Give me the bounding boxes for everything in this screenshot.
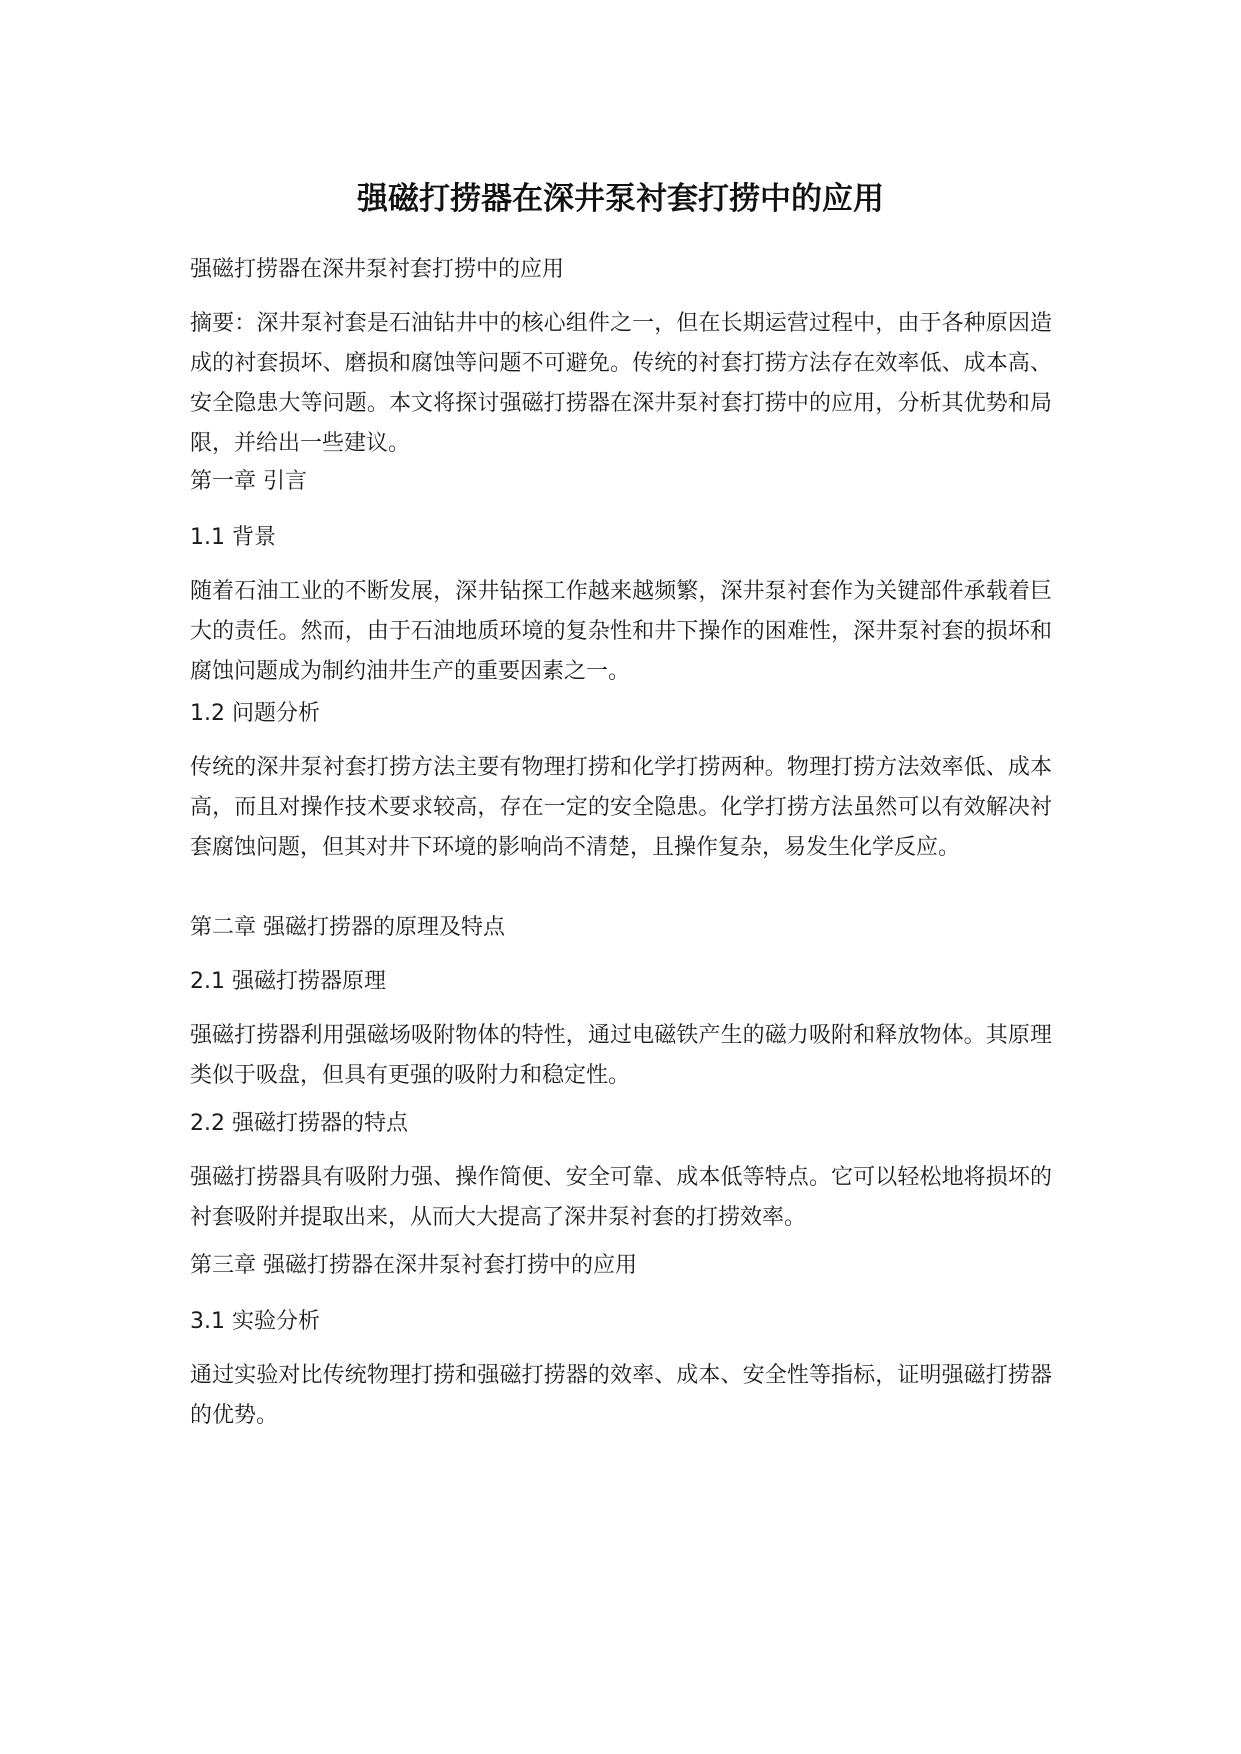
section-2-1-paragraph: 强磁打捞器利用强磁场吸附物体的特性，通过电磁铁产生的磁力吸附和释放物体。其原理类似于吸盘，但具有更强的吸附力和稳定性。 <box>190 1023 1052 1088</box>
section-1-1-paragraph: 随着石油工业的不断发展，深井钻探工作越来越频繁，深井泵衬套作为关键部件承载着巨大的责任。然而，由于石油地质环境的复杂性和井下操作的困难性，深井泵衬套的损坏和腐蚀问题成为制约油井生产的重要因素之一。 <box>190 579 1052 684</box>
chapter-3-heading: 第三章 强磁打捞器在深井泵衬套打捞中的应用 <box>190 1253 637 1278</box>
section-2-1-heading: 2.1 强磁打捞器原理 <box>190 969 386 994</box>
section-3-1-paragraph: 通过实验对比传统物理打捞和强磁打捞器的效率、成本、安全性等指标，证明强磁打捞器的优势。 <box>190 1363 1052 1428</box>
abstract-paragraph: 摘要：深井泵衬套是石油钻井中的核心组件之一，但在长期运营过程中，由于各种原因造成的衬套损坏、磨损和腐蚀等问题不可避免。传统的衬套打捞方法存在效率低、成本高、安全隐患大等问题。本文将探讨强磁打捞器在深井泵衬套打捞中的应用，分析其优势和局限，并给出一些建议。 <box>190 311 1052 456</box>
chapter-1-heading: 第一章 引言 <box>190 469 307 494</box>
section-2-2-paragraph: 强磁打捞器具有吸附力强、操作简便、安全可靠、成本低等特点。它可以轻松地将损坏的衬套吸附并提取出来，从而大大提高了深井泵衬套的打捞效率。 <box>190 1165 1052 1230</box>
section-2-2-heading: 2.2 强磁打捞器的特点 <box>190 1111 408 1136</box>
document-title: 强磁打捞器在深井泵衬套打捞中的应用 <box>357 181 884 217</box>
section-1-1-heading: 1.1 背景 <box>190 525 276 550</box>
document-subtitle: 强磁打捞器在深井泵衬套打捞中的应用 <box>190 257 565 282</box>
section-1-2-heading: 1.2 问题分析 <box>190 701 320 726</box>
section-3-1-heading: 3.1 实验分析 <box>190 1309 320 1334</box>
section-1-2-paragraph: 传统的深井泵衬套打捞方法主要有物理打捞和化学打捞两种。物理打捞方法效率低、成本高，而且对操作技术要求较高，存在一定的安全隐患。化学打捞方法虽然可以有效解决衬套腐蚀问题，但其对井下环境的影响尚不清楚，且操作复杂，易发生化学反应。 <box>190 755 1052 860</box>
chapter-2-heading: 第二章 强磁打捞器的原理及特点 <box>190 915 505 940</box>
